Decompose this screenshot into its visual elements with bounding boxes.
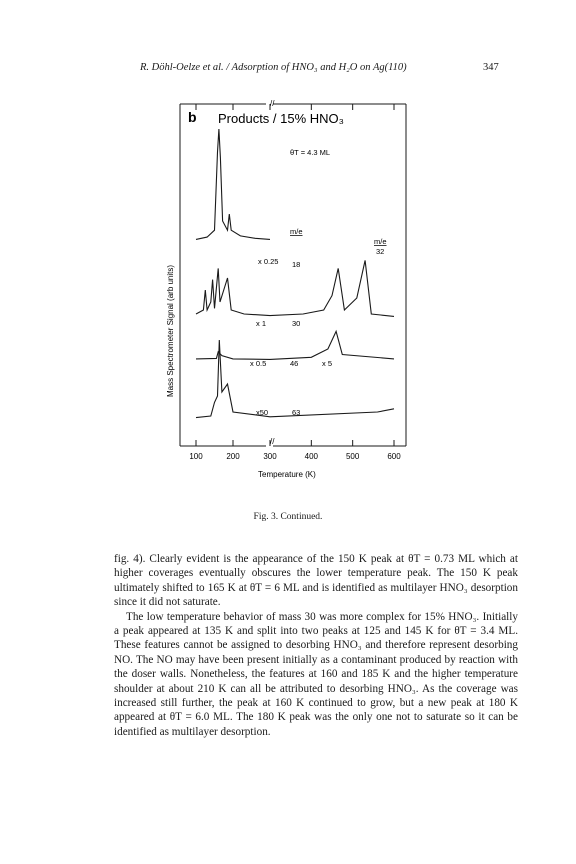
trace-mass-18 [196, 129, 270, 239]
y-axis-label: Mass Spectrometer Signal (arb units) [166, 264, 175, 397]
series-30-scale: x 1 [256, 319, 267, 328]
x-tick-label-600: 600 [387, 452, 401, 461]
x-tick-label-300: 300 [263, 452, 277, 461]
body-text [114, 552, 518, 739]
running-title: R. Döhl-Oelze et al. / Adsorption of HNO₃ and H₂O on Ag(110) [140, 62, 407, 73]
coverage-label: θT = 4.3 ML [290, 148, 331, 157]
series-18-mass: 18 [292, 260, 301, 269]
panel-label: b [188, 109, 197, 125]
figure-caption: Fig. 3. Continued. [253, 512, 323, 522]
paragraph: The low temperature behavior of mass 30 was more complex for 15% HNO₃. Initially a peak appeared at 135 K and split into two peaks at 125 and 145 K for θT = 3.4 ML. These features cannot be assigned to desorbing HNO₃ and therefore represent desorbing NO. The NO may have been present initially as a contaminant produced by reaction with the doser walls. Nonetheless, the features at 160 and 185 K and the higher temperature shoulder at about 210 K can all be attributed to desorbing HNO₃. As the coverage was increased still further, the peak at 160 K continued to grow, but a new peak at 180 K appeared at θT = 6.0 ML. The 180 K peak was the only one not to saturate so it can be identified as multilayer desorption. [114, 610, 518, 738]
series-63-scale: x50 [256, 408, 269, 417]
trace-mass-46 [196, 331, 394, 359]
series-30-mass: 30 [292, 319, 301, 328]
me-header-right-value: 32 [376, 247, 385, 256]
x-axis-label: Temperature (K) [258, 470, 316, 479]
trace-mass-63 [196, 340, 394, 418]
me-header-left: m/e [290, 227, 303, 236]
x-tick-label-100: 100 [189, 452, 203, 461]
axis-break-bottom: // [270, 437, 275, 446]
axis-break-top: // [270, 99, 275, 108]
page-header [0, 62, 576, 78]
x-tick-label-200: 200 [226, 452, 240, 461]
series-46-mass: 46 [290, 359, 299, 368]
page-number: 347 [483, 62, 499, 73]
series-63-mass: 63 [292, 408, 301, 417]
tick-labels [189, 452, 401, 461]
x-tick-label-400: 400 [304, 452, 319, 461]
series-46-scale-right: x 5 [322, 359, 333, 368]
me-header-right: m/e [374, 237, 387, 246]
series-18-scale: x 0.25 [258, 257, 279, 266]
figure-title: Products / 15% HNO₃ [218, 111, 344, 126]
paragraph: fig. 4). Clearly evident is the appearance of the 150 K peak at θT = 0.73 ML which at higher coverages eventually obscures the lower temperature peak. The 150 K peak ultimately shifted to 165 K at θT = 6 ML and is identified as multilayer HNO₃ desorption since it did not saturate. [114, 553, 518, 609]
series-46-scale: x 0.5 [250, 359, 267, 368]
x-tick-label-500: 500 [345, 452, 360, 461]
trace-group [196, 129, 394, 418]
tpd-figure [160, 92, 420, 502]
